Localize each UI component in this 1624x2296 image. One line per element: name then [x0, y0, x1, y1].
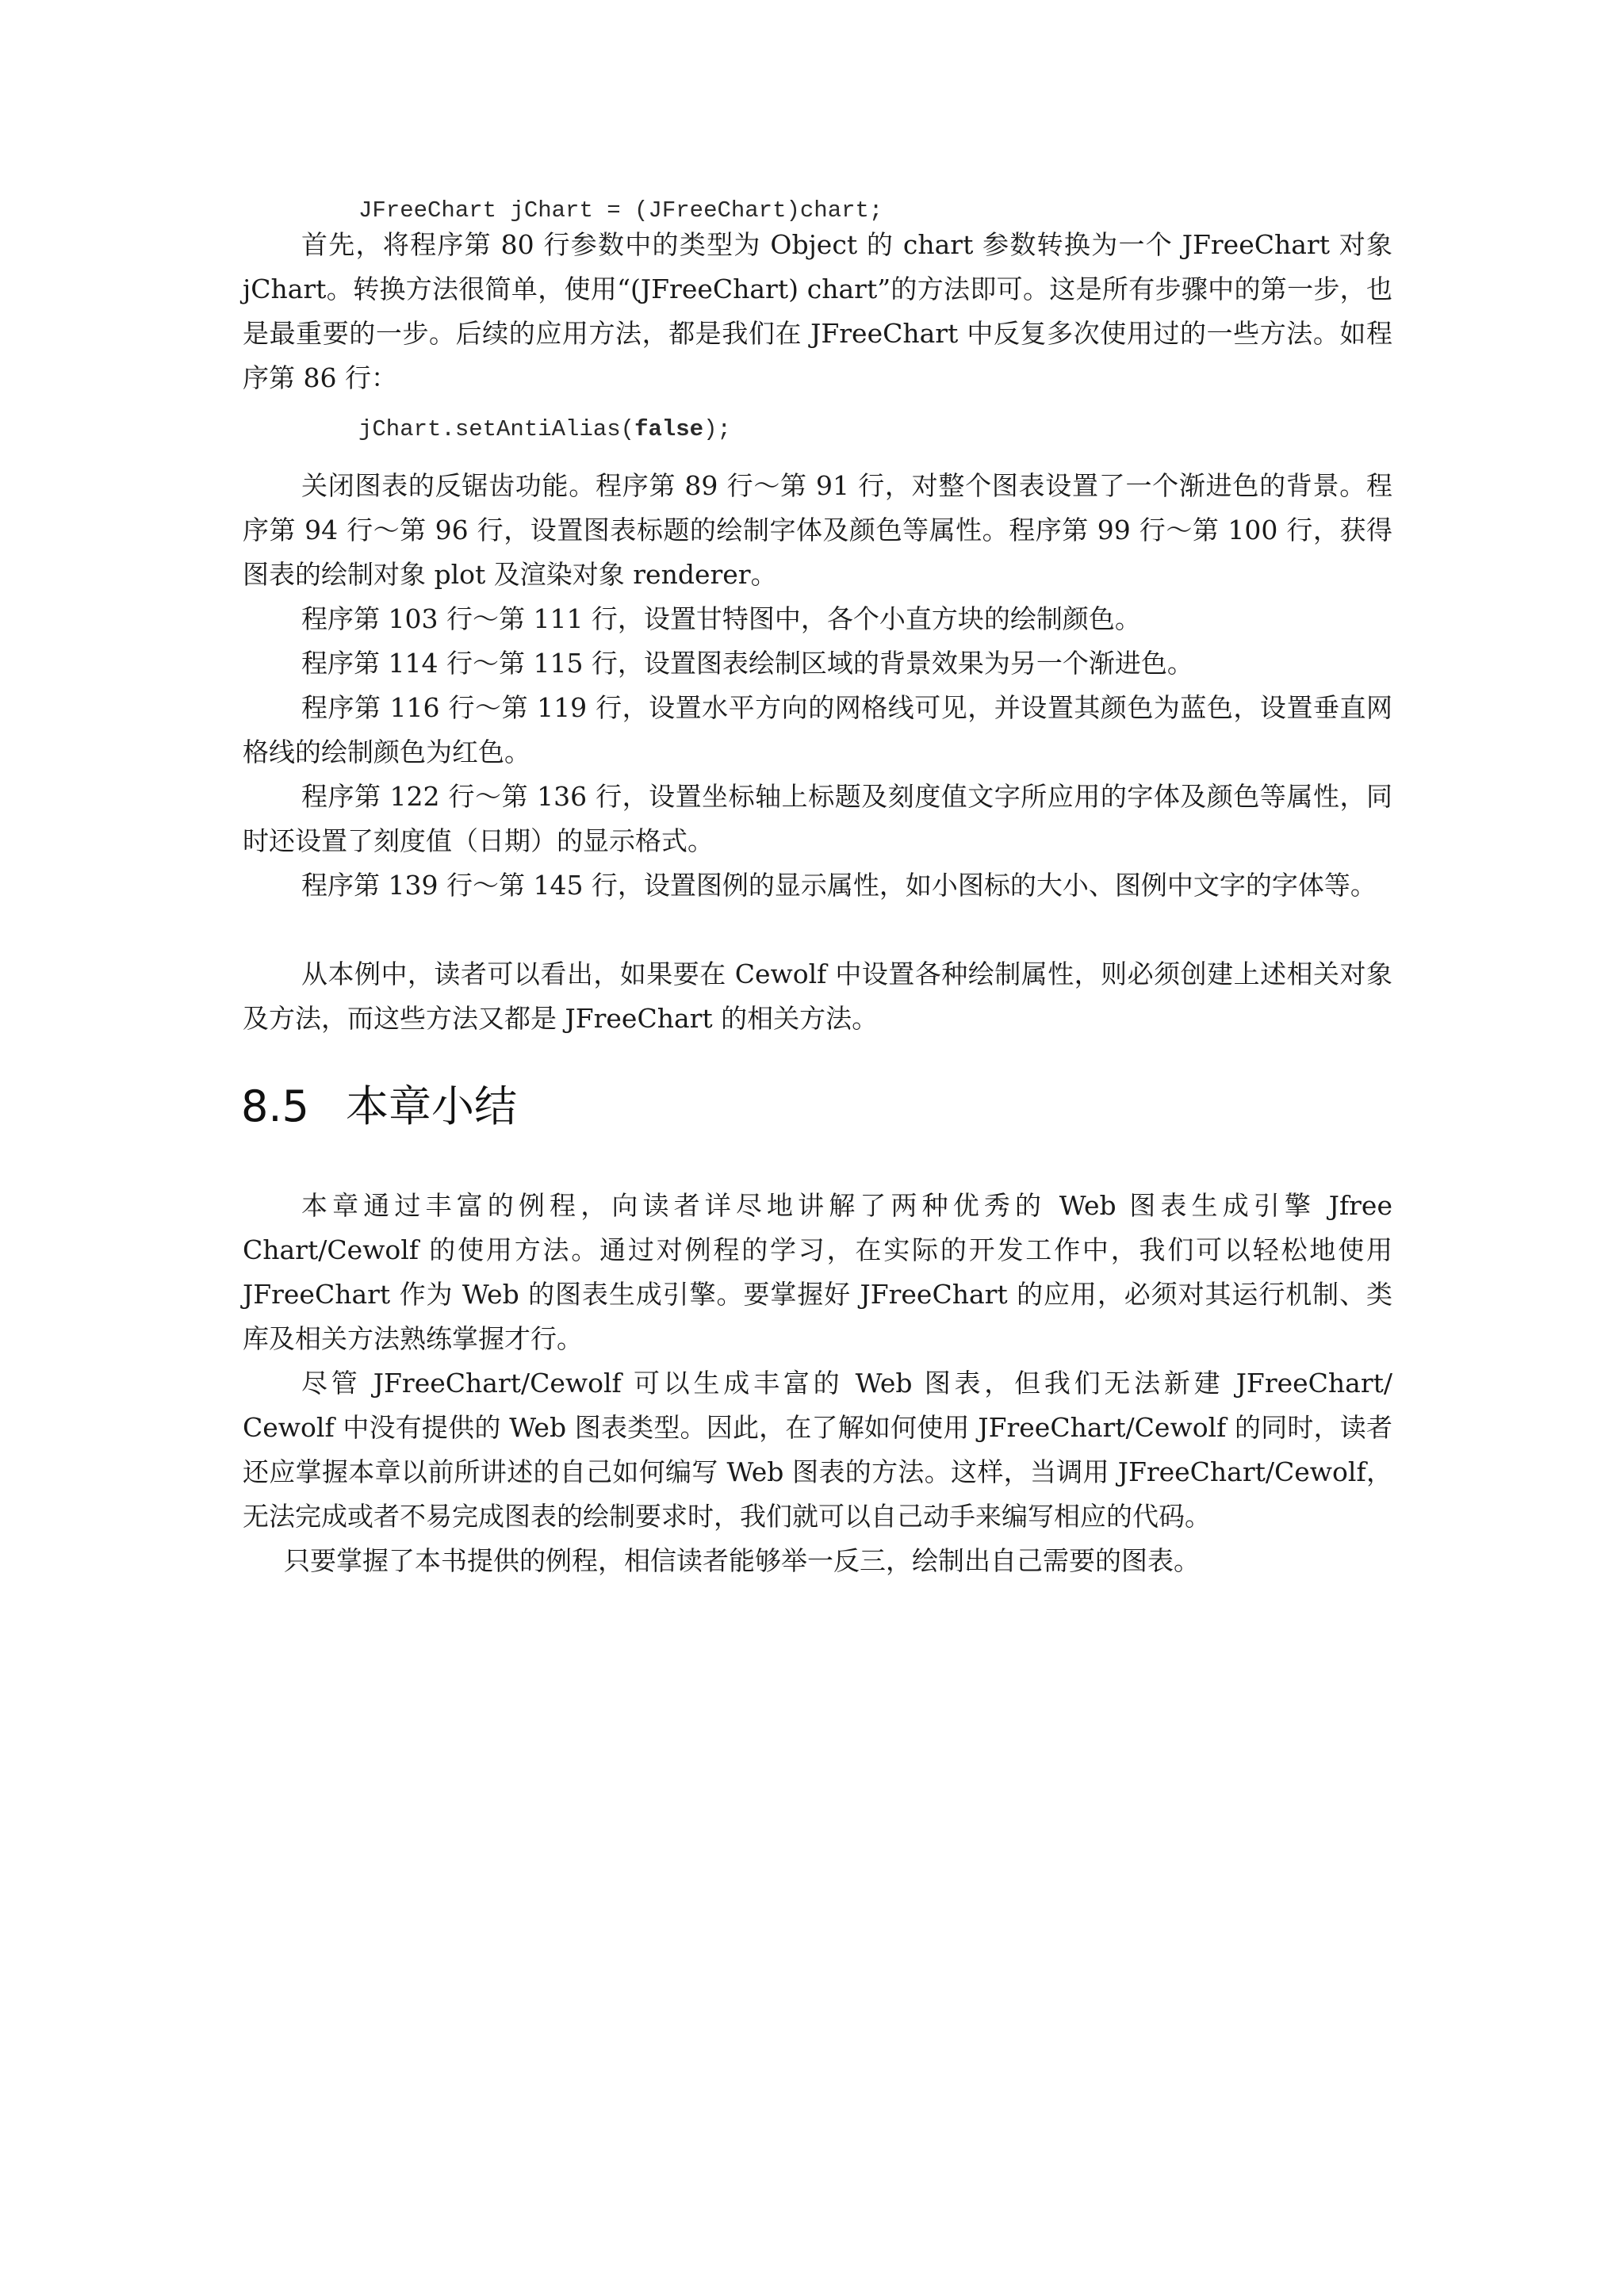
section-heading	[241, 1077, 517, 1137]
paragraph-gantt-colors: 程序第 103 行～第 111 行，设置甘特图中，各个小直方块的绘制颜色。	[301, 603, 1141, 634]
paragraph-cewolf-conclusion: 从本例中，读者可以看出，如果要在 Cewolf 中设置各种绘制属性，则必须创建上述相关对象及方法，而这些方法又都是 JFreeChart 的相关方法。	[243, 959, 1392, 1034]
paragraph-axis-fonts: 程序第 122 行～第 136 行，设置坐标轴上标题及刻度值文字所应用的字体及颜色等属性，同时还设置了刻度值（日期）的显示格式。	[243, 781, 1392, 856]
paragraph-gridlines: 程序第 116 行～第 119 行，设置水平方向的网格线可见，并设置其颜色为蓝色，设置垂直网格线的绘制颜色为红色。	[243, 692, 1392, 767]
paragraph-summary-limits: 尽管 JFreeChart/Cewolf 可以生成丰富的 Web 图表，但我们无法新建 JFreeChart/ Cewolf 中没有提供的 Web 图表类型。因此，在了解如何使用 JFreeChart/Cewolf 的同时，读者还应掌握本章以前所讲述的自己如何编写 Web 图表的方法。这样，当调用 JFreeChart/Cewolf，无法完成或者不易完成图表的绘制要求时，我们就可以自己动手来编写相应的代码。	[243, 1368, 1392, 1532]
code-antialias-keyword: false	[634, 416, 704, 442]
paragraph-antialias-explanation: 关闭图表的反锯齿功能。程序第 89 行～第 91 行，对整个图表设置了一个渐进色的背景。程序第 94 行～第 96 行，设置图表标题的绘制字体及颜色等属性。程序第 99 行～第 100 行，获得图表的绘制对象 plot 及渲染对象 renderer。	[243, 470, 1392, 590]
paragraph-summary-intro: 本章通过丰富的例程，向读者详尽地讲解了两种优秀的 Web 图表生成引擎 Jfree Chart/Cewolf 的使用方法。通过对例程的学习，在实际的开发工作中，我们可以轻松地使用 JFreeChart 作为 Web 的图表生成引擎。要掌握好 JFreeChart 的应用，必须对其运行机制、类库及相关方法熟练掌握才行。	[243, 1190, 1392, 1354]
paragraph-cast-explanation: 首先，将程序第 80 行参数中的类型为 Object 的 chart 参数转换为一个 JFreeChart 对象 jChart。转换方法很简单，使用“(JFreeChart) chart”的方法即可。这是所有步骤中的第一步，也是最重要的一步。后续的应用方法，都是我们在 JFreeChart 中反复多次使用过的一些方法。如程序第 86 行：	[243, 229, 1392, 393]
paragraph-plot-background: 程序第 114 行～第 115 行，设置图表绘制区域的背景效果为另一个渐进色。	[301, 648, 1193, 679]
code-line-cast: JFreeChart jChart = (JFreeChart)chart;	[358, 197, 883, 224]
section-number: 8.5	[241, 1081, 309, 1131]
section-title: 本章小结	[346, 1081, 517, 1131]
paragraph-legend: 程序第 139 行～第 145 行，设置图例的显示属性，如小图标的大小、图例中文字的字体等。	[301, 870, 1377, 901]
code-antialias-prefix: jChart.setAntiAlias(	[358, 416, 635, 442]
paragraph-summary-closing: 只要掌握了本书提供的例程，相信读者能够举一反三，绘制出自己需要的图表。	[284, 1545, 1200, 1576]
code-line-antialias	[358, 415, 731, 444]
code-antialias-suffix: );	[703, 416, 731, 442]
